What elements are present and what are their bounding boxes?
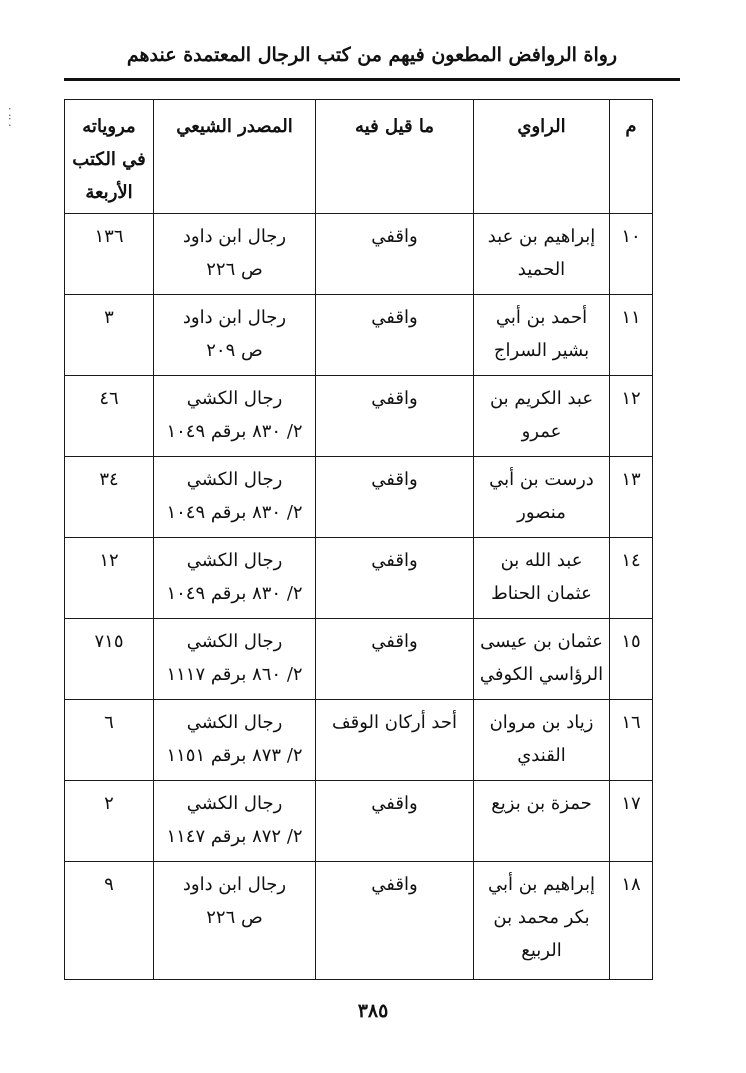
- source-ref: ٢/ ٨٦٠ برقم ١١١٧: [166, 664, 303, 685]
- source-ref: ص ٢٢٦: [206, 907, 263, 928]
- row-said: واقفي: [316, 457, 474, 538]
- margin-marks: ⁚ ⁚: [8, 106, 14, 129]
- row-count: ٤٦: [65, 376, 154, 457]
- table-row: [65, 457, 653, 538]
- table-row: [65, 538, 653, 619]
- row-source: [154, 457, 316, 538]
- row-narrator: إبراهيم بن أبي بكر محمد بن الربيع: [474, 862, 610, 980]
- row-narrator: عبد الله بن عثمان الحناط: [474, 538, 610, 619]
- table-row: [65, 295, 653, 376]
- row-count: ٣٤: [65, 457, 154, 538]
- row-narrator: درست بن أبي منصور: [474, 457, 610, 538]
- source-book: رجال الكشي: [186, 550, 283, 571]
- row-said: واقفي: [316, 295, 474, 376]
- header-divider: [64, 78, 680, 81]
- table-row: [65, 376, 653, 457]
- row-num: ١٠: [610, 214, 653, 295]
- row-said: واقفي: [316, 214, 474, 295]
- table-row: [65, 700, 653, 781]
- row-source: [154, 538, 316, 619]
- row-said: واقفي: [316, 619, 474, 700]
- table-row: [65, 781, 653, 862]
- row-narrator: إبراهيم بن عبد الحميد: [474, 214, 610, 295]
- page-number: ٣٨٥: [357, 1000, 389, 1022]
- source-ref: ٢/ ٨٧٢ برقم ١١٤٧: [166, 826, 303, 847]
- row-narrator: حمزة بن بزيع: [474, 781, 610, 862]
- row-source: [154, 214, 316, 295]
- source-ref: ٢/ ٨٣٠ برقم ١٠٤٩: [166, 583, 303, 604]
- row-count: ١٢: [65, 538, 154, 619]
- source-ref: ص ٢٢٦: [206, 259, 263, 280]
- source-book: رجال الكشي: [186, 388, 283, 409]
- source-book: رجال ابن داود: [182, 226, 287, 247]
- row-source: [154, 700, 316, 781]
- source-book: رجال ابن داود: [182, 307, 287, 328]
- row-num: ١٢: [610, 376, 653, 457]
- row-narrator: عبد الكريم بن عمرو: [474, 376, 610, 457]
- row-source: [154, 781, 316, 862]
- row-num: ١١: [610, 295, 653, 376]
- row-count: ١٣٦: [65, 214, 154, 295]
- row-num: ١٣: [610, 457, 653, 538]
- source-ref: ٢/ ٨٧٣ برقم ١١٥١: [166, 745, 303, 766]
- header-num: م: [610, 100, 653, 214]
- row-said: واقفي: [316, 862, 474, 980]
- row-said: واقفي: [316, 538, 474, 619]
- source-book: رجال الكشي: [186, 793, 283, 814]
- header-count: مروياته في الكتب الأربعة: [65, 100, 154, 214]
- source-book: رجال الكشي: [186, 712, 283, 733]
- row-said: أحد أركان الوقف: [316, 700, 474, 781]
- source-ref: ٢/ ٨٣٠ برقم ١٠٤٩: [166, 421, 303, 442]
- table-row: [65, 214, 653, 295]
- row-narrator: أحمد بن أبي بشير السراج: [474, 295, 610, 376]
- row-source: [154, 862, 316, 980]
- row-num: ١٨: [610, 862, 653, 980]
- row-count: ٦: [65, 700, 154, 781]
- source-book: رجال الكشي: [186, 469, 283, 490]
- source-book: رجال ابن داود: [182, 874, 287, 895]
- row-num: ١٧: [610, 781, 653, 862]
- table-row: [65, 862, 653, 980]
- source-ref: ٢/ ٨٣٠ برقم ١٠٤٩: [166, 502, 303, 523]
- row-narrator: زياد بن مروان القندي: [474, 700, 610, 781]
- header-source: المصدر الشيعي: [154, 100, 316, 214]
- row-narrator: عثمان بن عيسى الرؤاسي الكوفي: [474, 619, 610, 700]
- table-row: [65, 619, 653, 700]
- row-count: ٧١٥: [65, 619, 154, 700]
- row-count: ٣: [65, 295, 154, 376]
- row-source: [154, 619, 316, 700]
- row-said: واقفي: [316, 781, 474, 862]
- row-said: واقفي: [316, 376, 474, 457]
- row-source: [154, 295, 316, 376]
- row-count: ٩: [65, 862, 154, 980]
- source-ref: ص ٢٠٩: [206, 340, 263, 361]
- narrators-table: [64, 99, 653, 980]
- row-count: ٢: [65, 781, 154, 862]
- source-book: رجال الكشي: [186, 631, 283, 652]
- row-num: ١٥: [610, 619, 653, 700]
- header-narrator: الراوي: [474, 100, 610, 214]
- header-said: ما قيل فيه: [316, 100, 474, 214]
- row-source: [154, 376, 316, 457]
- table-header-row: [65, 100, 653, 214]
- row-num: ١٦: [610, 700, 653, 781]
- page-title: رواة الروافض المطعون فيهم من كتب الرجال المعتمدة عندهم: [126, 44, 618, 66]
- row-num: ١٤: [610, 538, 653, 619]
